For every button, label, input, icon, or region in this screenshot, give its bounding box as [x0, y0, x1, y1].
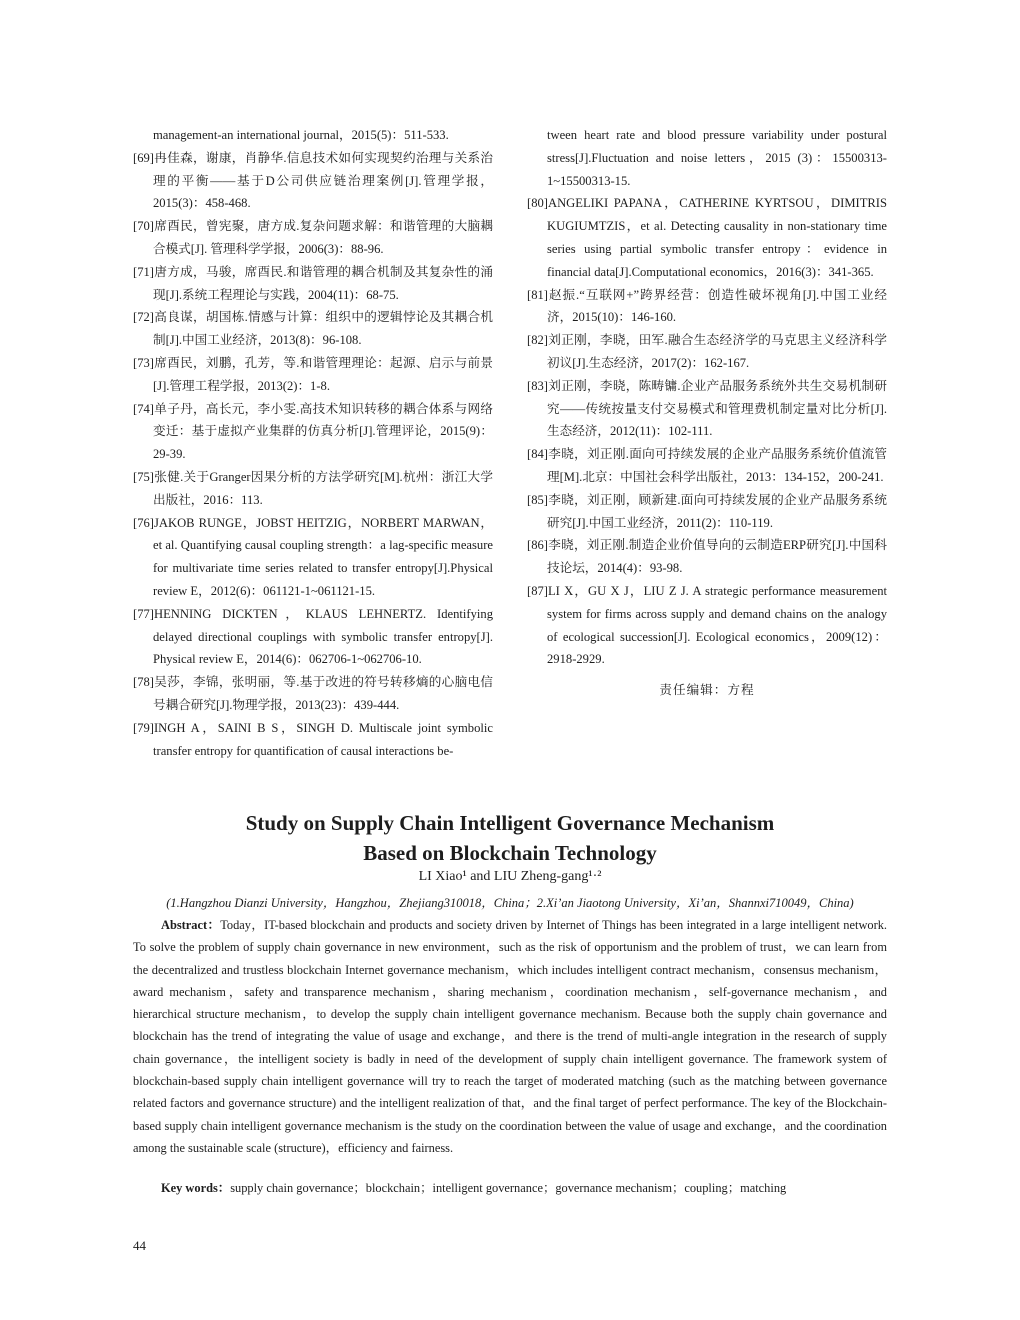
- reference-item: [87]LI X，GU X J，LIU Z J. A strategic performance measurement system for firms across supply and demand chains on the analogy of ecological succession[J]. Ecological economics，2009(12)：2918-2929.: [527, 583, 887, 667]
- reference-item: [71]唐方成，马骏，席酉民.和谐管理的耦合机制及其复杂性的涌现[J].系统工程理论与实践，2004(11)：68-75.: [133, 264, 493, 302]
- reference-item: [74]单子丹，高长元，李小雯.高技术知识转移的耦合体系与网络变迁：基于虚拟产业集群的仿真分析[J].管理评论，2015(9)：29-39.: [133, 401, 493, 462]
- abstract: [133, 914, 887, 1159]
- abstract-text: Today，IT-based blockchain and products and society driven by Internet of Things has been integrated in a large intelligent network. To solve the problem of supply chain governance in new environment，such as the risk of opportunism and the problem of trust，we can learn from the decentralized and trustless blockchain Internet governance mechanism，which includes intelligent contract mechanism，consensus mechanism，award mechanism，safety and transparence mechanism，sharing mechanism，coordination mechanism，self-governance mechanism，and hierarchical structure mechanism，to develop the supply chain intelligent governance mechanism. Because both the supply chain governance and blockchain has the trend of integrating the value of usage and exchange，and there is the trend of multi-angle integration in the research of supply chain governance，the intelligent society is badly in need of the development of supply chain intelligent governance. The framework system of blockchain-based supply chain intelligent governance will try to reach the target of moderated matching (such as the matching between governance related factors and governance structure) and the intelligent realization of that，and the final target of perfect performance. The key of the Blockchain-based supply chain intelligent governance mechanism is the study on the coordination between the value of usage and exchange，and the coordination among the sustainable scale (structure)，efficiency and fairness.: [133, 918, 888, 1155]
- reference-item: [84]李晓，刘正刚.面向可持续发展的企业产品服务系统价值流管理[M].北京：中国社会科学出版社，2013：134-152，200-241.: [527, 447, 887, 484]
- reference-item: [73]席酉民，刘鹏，孔芳，等.和谐管理理论：起源、启示与前景[J].管理工程学报，2013(2)：1-8.: [133, 355, 493, 393]
- authors: LI Xiao¹ and LIU Zheng-gang¹·²: [418, 869, 602, 884]
- english-title: [60, 808, 960, 868]
- keywords-label: Key words：: [161, 1181, 231, 1195]
- reference-item: [80]ANGELIKI PAPANA，CATHERINE KYRTSOU，DIMITRIS KUGIUMTZIS，et al. Detecting causality in non-stationary time series using partial symbolic transfer entropy：evidence in financial data[J].Computational economics，2016(3)：341-365.: [527, 196, 887, 279]
- reference-item: [77]HENNING DICKTEN，KLAUS LEHNERTZ. Identifying delayed directional couplings with symbolic transfer entropy[J]. Physical review E，2014(6)：062706-1~062706-10.: [133, 606, 493, 667]
- editor-credit: 责任编辑：方程: [659, 683, 755, 698]
- references-right-column: [527, 124, 887, 702]
- reference-item: [86]李晓，刘正刚.制造企业价值导向的云制造ERP研究[J].中国科技论坛，2014(4)：93-98.: [527, 538, 887, 576]
- references-left-column: [133, 124, 493, 762]
- reference-item: [76]JAKOB RUNGE，JOBST HEITZIG，NORBERT MARWAN，et al. Quantifying causal coupling strength：a lag-specific measure for multivariate time series related to transfer entropy[J].Physical review E，2012(6)：061121-1~061121-15.: [133, 515, 493, 598]
- reference-item: [78]吴莎，李锦，张明丽，等.基于改进的符号转移熵的心脑电信号耦合研究[J].物理学报，2013(23)：439-444.: [133, 675, 493, 712]
- reference-item: [82]刘正刚，李晓，田军.融合生态经济学的马克思主义经济科学初议[J].生态经济，2017(2)：162-167.: [527, 333, 887, 370]
- abstract-label: Abstract：: [161, 918, 221, 932]
- reference-item: tween heart rate and blood pressure variability under postural stress[J].Fluctuation and noise letters，2015 (3)：15500313-1~15500313-15.: [547, 128, 887, 188]
- reference-item: [69]冉佳森，谢康，肖静华.信息技术如何实现契约治理与关系治理的平衡——基于D公司供应链治理案例[J].管理学报，2015(3)：458-468.: [133, 150, 493, 211]
- reference-item: [79]INGH A，SAINI B S，SINGH D. Multiscale joint symbolic transfer entropy for quantification of causal interactions be-: [133, 720, 493, 758]
- keywords-text: supply chain governance；blockchain；intelligent governance；governance mechanism；coupling；matching: [230, 1181, 787, 1195]
- reference-item: [81]赵振.“互联网+”跨界经营：创造性破坏视角[J].中国工业经济，2015(10)：146-160.: [527, 287, 887, 325]
- title-line-1: Study on Supply Chain Intelligent Governance Mechanism: [245, 811, 775, 835]
- reference-item: management-an international journal，2015(5)：511-533.: [153, 128, 449, 142]
- reference-item: [85]李晓，刘正刚，顾新建.面向可持续发展的企业产品服务系统研究[J].中国工业经济，2011(2)：110-119.: [527, 492, 887, 530]
- affiliation: (1.Hangzhou Dianzi University，Hangzhou，Zhejiang310018，China；2.Xi’an Jiaotong University，Xi’an，Shannxi710049，China): [166, 896, 854, 910]
- reference-item: [72]高良谋，胡国栋.情感与计算：组织中的逻辑悖论及其耦合机制[J].中国工业经济，2013(8)：96-108.: [133, 310, 493, 348]
- title-line-2: Based on Blockchain Technology: [363, 841, 657, 865]
- reference-item: [83]刘正刚，李晓，陈畴镛.企业产品服务系统外共生交易机制研究——传统按量支付交易模式和管理费机制定量对比分析[J].生态经济，2012(11)：102-111.: [527, 378, 887, 439]
- reference-item: [75]张健.关于Granger因果分析的方法学研究[M].杭州：浙江大学出版社，2016：113.: [133, 469, 493, 507]
- reference-item: [70]席酉民，曾宪聚，唐方成.复杂问题求解：和谐管理的大脑耦合模式[J]. 管理科学学报，2006(3)：88-96.: [133, 219, 493, 256]
- keywords: [133, 1178, 887, 1196]
- page-number: 44: [133, 1238, 146, 1253]
